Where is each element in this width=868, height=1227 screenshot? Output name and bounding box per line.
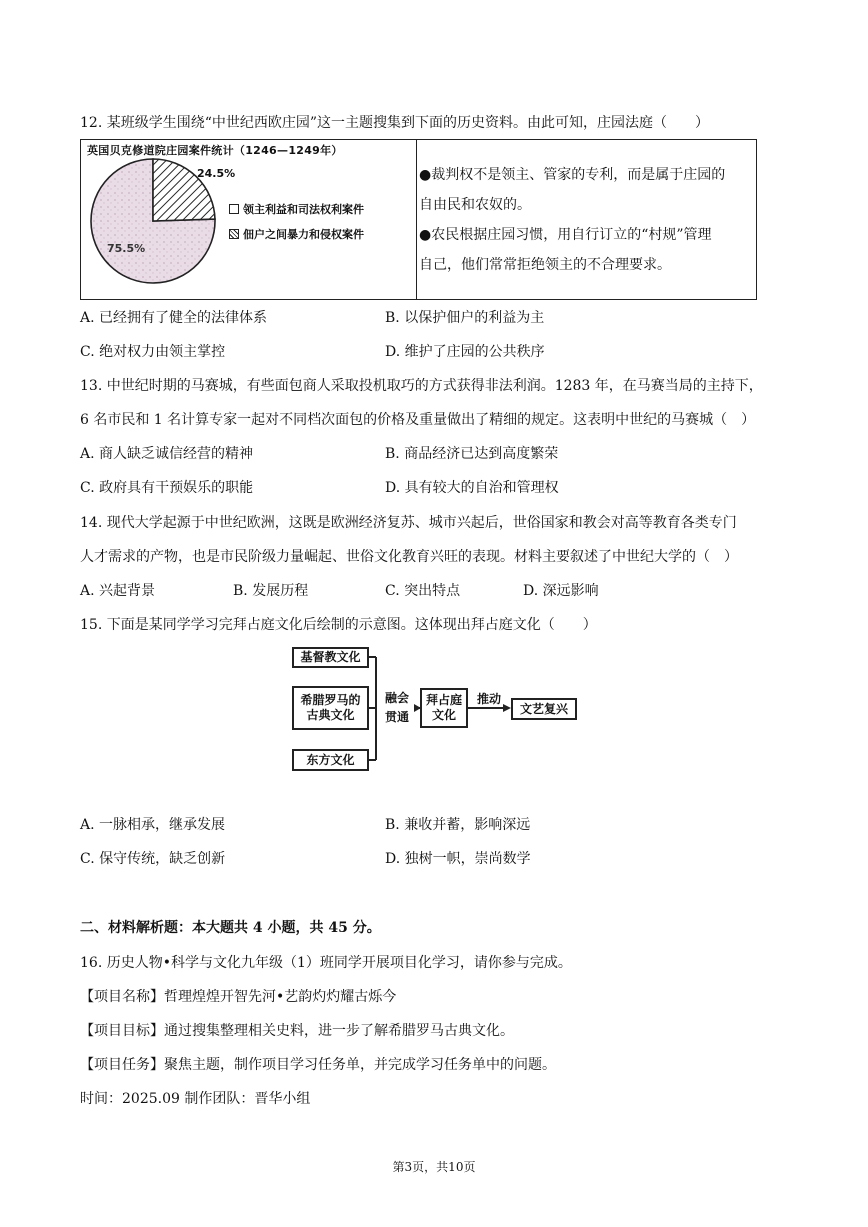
q14-option-b[interactable]: B. 发展历程 xyxy=(233,583,309,599)
q13-stem-line: 6 名市民和 1 名计算专家一起对不同档次面包的价格及重量做出了精细的规定。这表明中世纪的马赛城（ ） xyxy=(80,412,756,428)
q13-stem-line: 13. 中世纪时期的马赛城，有些面包商人采取投机取巧的方式获得非法利润。1283 年，在马赛当局的主持下， xyxy=(80,378,763,394)
diagram-box-byzantine: 拜占庭 文化 xyxy=(420,688,468,728)
q15-option-c[interactable]: C. 保守传统，缺乏创新 xyxy=(80,851,226,867)
q12-option-c[interactable]: C. 绝对权力由领主掌控 xyxy=(80,344,226,360)
q14-stem-line: 14. 现代大学起源于中世纪欧洲，这既是欧洲经济复苏、城市兴起后，世俗国家和教会对高等教育各类专门 xyxy=(80,515,737,531)
diagram-label-push: 推动 xyxy=(476,692,501,706)
q14-option-c[interactable]: C. 突出特点 xyxy=(385,583,461,599)
q16-project-name: 【项目名称】哲理煌煌开智先河•艺韵灼灼耀古烁今 xyxy=(80,989,397,1005)
diagram-box-renaissance: 文艺复兴 xyxy=(511,698,577,720)
diagram-box-eastern: 东方文化 xyxy=(292,749,369,771)
q14-option-d[interactable]: D. 深远影响 xyxy=(523,583,599,599)
q12-option-b[interactable]: B. 以保护佃户的利益为主 xyxy=(385,310,545,326)
section-heading: 二、材料解析题：本大题共 4 小题，共 45 分。 xyxy=(80,920,381,936)
q13-option-c[interactable]: C. 政府具有干预娱乐的职能 xyxy=(80,480,254,496)
q13-option-b[interactable]: B. 商品经济已达到高度繁荣 xyxy=(385,446,559,462)
q16-project-task: 【项目任务】聚焦主题，制作项目学习任务单，并完成学习任务单中的问题。 xyxy=(80,1057,556,1073)
diagram-box-greco-roman: 希腊罗马的 古典文化 xyxy=(292,686,369,730)
q16-meta: 时间：2025.09 制作团队：晋华小组 xyxy=(80,1091,311,1107)
q16-project-goal: 【项目目标】通过搜集整理相关史料，进一步了解希腊罗马古典文化。 xyxy=(80,1023,514,1039)
q15-option-b[interactable]: B. 兼收并蓄，影响深远 xyxy=(385,817,531,833)
material-line: 自由民和农奴的。 xyxy=(419,197,531,213)
pie-label-minor: 24.5% xyxy=(197,167,236,180)
material-line: 自己，他们常常拒绝领主的不合理要求。 xyxy=(419,257,671,273)
q12-option-a[interactable]: A. 已经拥有了健全的法律体系 xyxy=(80,310,268,326)
pie-label-major: 75.5% xyxy=(107,242,146,255)
legend-item-tenant: 佃户之间暴力和侵权案件 xyxy=(229,226,364,242)
legend-item-lord: 领主利益和司法权利案件 xyxy=(229,201,364,217)
chart-title: 英国贝克修道院庄园案件统计（1246—1249年） xyxy=(87,144,343,157)
q15-stem: 15. 下面是某同学学习完拜占庭文化后绘制的示意图。这体现出拜占庭文化（ ） xyxy=(80,617,597,633)
q15-option-d[interactable]: D. 独树一帜，崇尚数学 xyxy=(385,851,531,867)
diagram-label-merge: 融会 贯通 xyxy=(384,691,409,724)
q12-option-d[interactable]: D. 维护了庄园的公共秩序 xyxy=(385,344,545,360)
q12-stem: 12. 某班级学生围绕“中世纪西欧庄园”这一主题搜集到下面的历史资料。由此可知，庄园法庭（ ） xyxy=(80,115,710,131)
q16-stem: 16. 历史人物•科学与文化九年级（1）班同学开展项目化学习，请你参与完成。 xyxy=(80,955,572,971)
material-line: ●农民根据庄园习惯，用自行订立的“村规”管理 xyxy=(419,227,712,243)
page-footer: 第3页，共10页 xyxy=(392,1160,476,1174)
q14-option-a[interactable]: A. 兴起背景 xyxy=(80,583,156,599)
q13-option-a[interactable]: A. 商人缺乏诚信经营的精神 xyxy=(80,446,254,462)
material-line: ●裁判权不是领主、管家的专利，而是属于庄园的 xyxy=(419,167,726,183)
diagram-box-christian: 基督教文化 xyxy=(292,647,369,668)
q14-stem-line: 人才需求的产物，也是市民阶级力量崛起、世俗文化教育兴旺的表现。材料主要叙述了中世纪大学的（ ） xyxy=(80,549,738,565)
q13-option-d[interactable]: D. 具有较大的自治和管理权 xyxy=(385,480,559,496)
q15-option-a[interactable]: A. 一脉相承，继承发展 xyxy=(80,817,226,833)
